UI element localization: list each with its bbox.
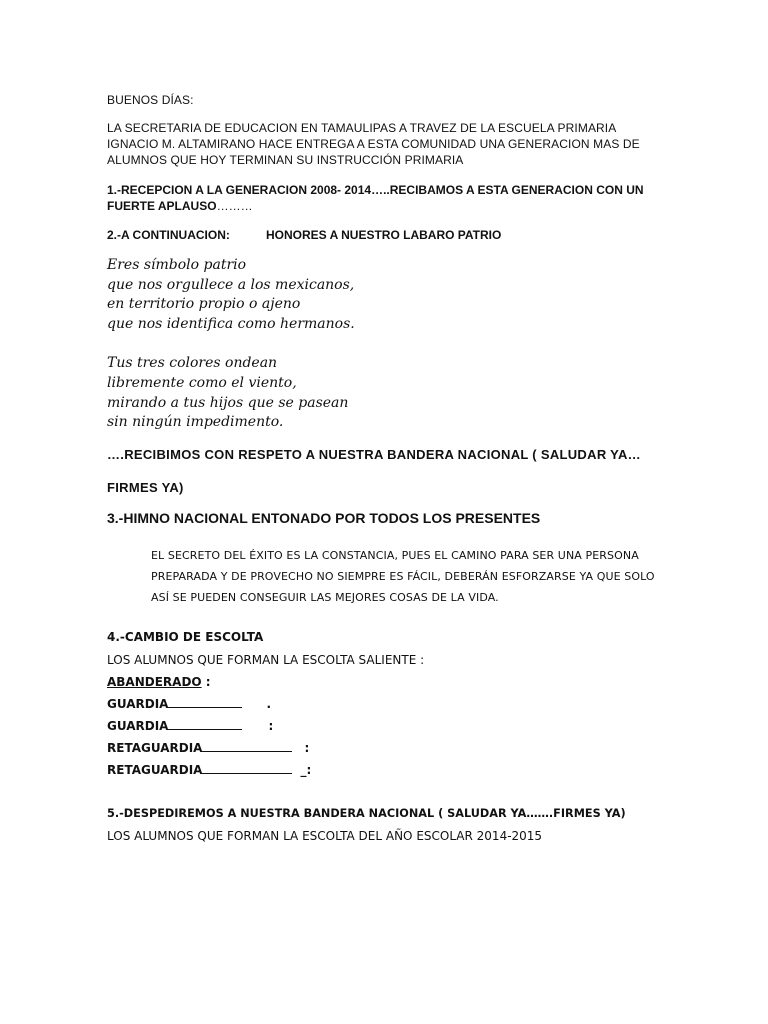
role-guardia-2-blank [168, 717, 242, 730]
role-retaguardia-1 [107, 737, 309, 759]
role-guardia-1 [107, 693, 271, 715]
quote-line-2: PREPARADA Y DE PROVECHO NO SIEMPRE ES FÁCIL, DEBERÁN ESFORZARSE YA QUE SOLO [151, 570, 655, 583]
poem-line-2: que nos orgullece a los mexicanos, [107, 277, 355, 293]
poem-line-4: que nos identifica como hermanos. [107, 316, 355, 332]
role-guardia-2-after: : [268, 719, 274, 733]
greeting: BUENOS DÍAS: [107, 93, 194, 107]
role-retaguardia-1-after: : [304, 741, 310, 755]
role-guardia-2-label: GUARDIA [107, 719, 169, 733]
item-1-line-2-text: FUERTE APLAUSO [107, 199, 217, 213]
poem-line-7: mirando a tus hijos que se pasean [107, 395, 349, 411]
role-retaguardia-1-label: RETAGUARDIA [107, 741, 203, 755]
role-retaguardia-2 [107, 759, 311, 781]
flag-receive-line-2: FIRMES YA) [107, 480, 184, 495]
role-abanderado-label: ABANDERADO [107, 675, 202, 689]
item-1-line-1: 1.-RECEPCION A LA GENERACION 2008- 2014…..RECIBAMOS A ESTA GENERACION CON UN [107, 183, 644, 197]
item-1-line-2-dots: ……… [216, 199, 253, 213]
item-2-label: 2.-A CONTINUACION: [107, 228, 230, 242]
role-guardia-1-label: GUARDIA [107, 697, 169, 711]
role-retaguardia-1-blank [202, 739, 292, 752]
role-abanderado-after: : [201, 675, 211, 689]
item-5-subtitle: LOS ALUMNOS QUE FORMAN LA ESCOLTA DEL AÑO ESCOLAR 2014-2015 [107, 829, 543, 843]
poem-line-6: libremente como el viento, [107, 375, 297, 391]
intro-line-3: ALUMNOS QUE HOY TERMINAN SU INSTRUCCIÓN PRIMARIA [107, 153, 464, 167]
item-4-subtitle: LOS ALUMNOS QUE FORMAN LA ESCOLTA SALIENTE : [107, 653, 425, 667]
flag-receive-line-1: ….RECIBIMOS CON RESPETO A NUESTRA BANDERA NACIONAL ( SALUDAR YA… [107, 447, 641, 462]
role-retaguardia-2-after: _: [300, 763, 312, 777]
role-guardia-2 [107, 715, 273, 737]
role-abanderado [107, 671, 211, 693]
intro-line-2: IGNACIO M. ALTAMIRANO HACE ENTREGA A ESTA COMUNIDAD UNA GENERACION MAS DE [107, 137, 640, 151]
poem-line-5: Tus tres colores ondean [107, 355, 278, 371]
poem-line-3: en territorio propio o ajeno [107, 296, 301, 312]
item-1-line-2 [107, 198, 253, 214]
role-guardia-1-after: . [266, 697, 272, 711]
item-5-title: 5.-DESPEDIREMOS A NUESTRA BANDERA NACIONAL ( SALUDAR YA…….FIRMES YA) [107, 806, 626, 820]
role-retaguardia-2-label: RETAGUARDIA [107, 763, 203, 777]
poem-line-8: sin ningún impedimento. [107, 414, 284, 430]
quote-line-3: ASÍ SE PUEDEN CONSEGUIR LAS MEJORES COSAS DE LA VIDA. [151, 591, 499, 604]
role-guardia-1-blank [168, 695, 242, 708]
poem-line-1: Eres símbolo patrio [107, 257, 247, 273]
quote-line-1: EL SECRETO DEL ÉXITO ES LA CONSTANCIA, PUES EL CAMINO PARA SER UNA PERSONA [151, 549, 639, 562]
role-retaguardia-2-blank [202, 761, 292, 774]
item-3-anthem: 3.-HIMNO NACIONAL ENTONADO POR TODOS LOS PRESENTES [107, 510, 541, 526]
item-2-text: HONORES A NUESTRO LABARO PATRIO [266, 228, 502, 242]
item-4-title: 4.-CAMBIO DE ESCOLTA [107, 630, 264, 644]
intro-line-1: LA SECRETARIA DE EDUCACION EN TAMAULIPAS A TRAVEZ DE LA ESCUELA PRIMARIA [107, 121, 617, 135]
